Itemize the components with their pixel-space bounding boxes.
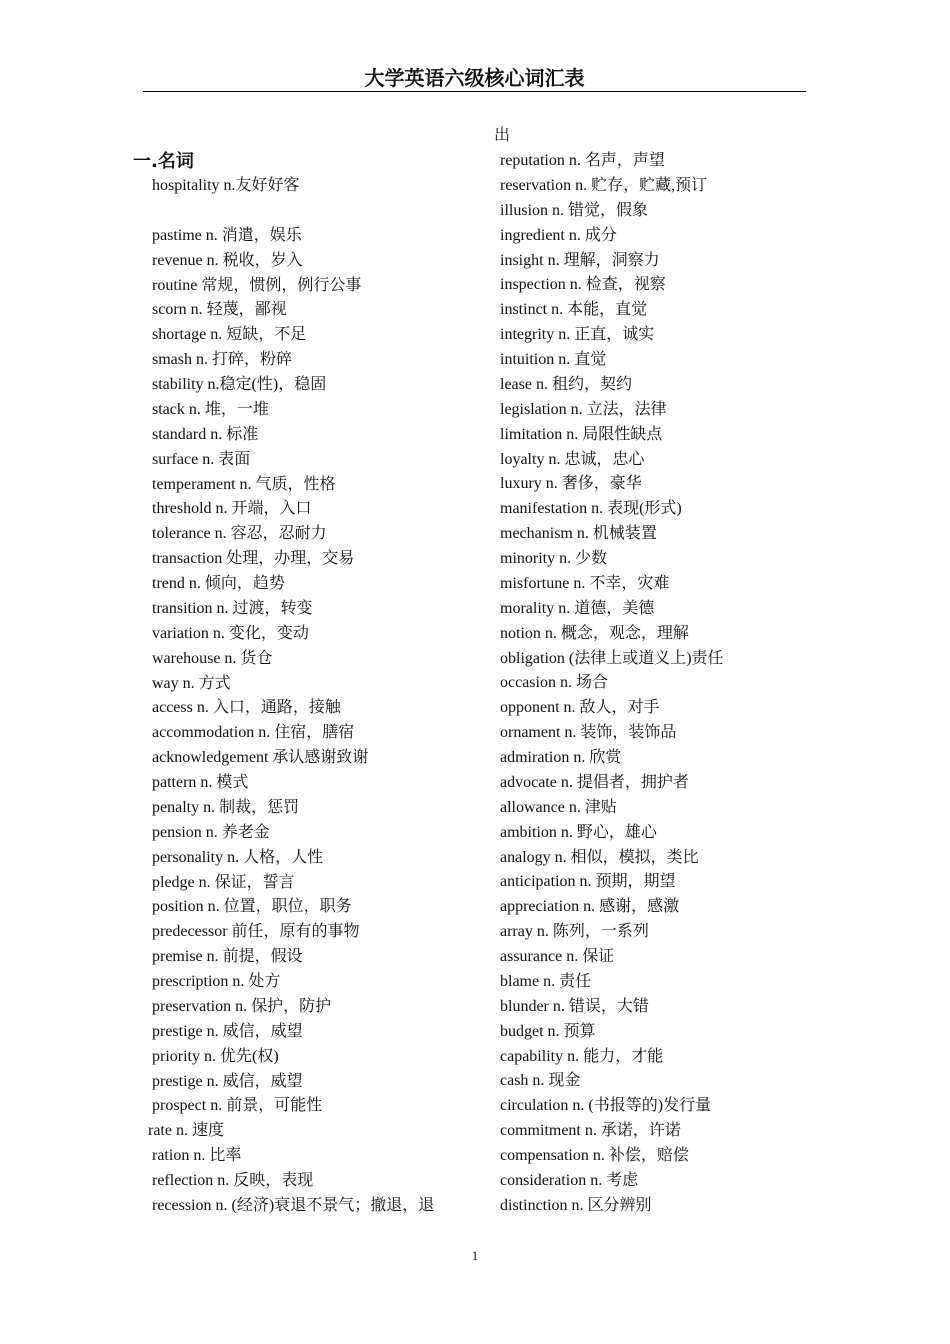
vocab-entry: ornament n. 装饰，装饰品 <box>500 724 677 742</box>
vocab-entry: prestige n. 威信，威望 <box>152 1022 303 1040</box>
vocab-entry: pastime n. 消遣，娱乐 <box>152 226 302 244</box>
vocab-entry: variation n. 变化，变动 <box>152 624 309 642</box>
vocab-entry: tolerance n. 容忍，忍耐力 <box>152 525 327 543</box>
vocab-entry: instinct n. 本能，直觉 <box>500 301 648 319</box>
title-underline <box>143 91 806 92</box>
vocab-entry: surface n. 表面 <box>152 450 251 468</box>
vocab-entry: illusion n. 错觉，假象 <box>500 201 649 219</box>
vocab-entry: reservation n. 贮存，贮藏,预订 <box>500 176 708 194</box>
vocab-entry: prestige n. 威信，威望 <box>152 1072 303 1090</box>
vocab-entry: inspection n. 检查，视察 <box>500 276 666 294</box>
vocab-entry: blunder n. 错误，大错 <box>500 997 649 1015</box>
vocab-entry: smash n. 打碎，粉碎 <box>152 351 293 369</box>
vocab-entry: routine 常规，惯例，例行公事 <box>152 276 362 294</box>
vocab-entry: advocate n. 提倡者，拥护者 <box>500 773 689 791</box>
vocab-entry: opponent n. 敌人，对手 <box>500 699 660 717</box>
vocab-entry: temperament n. 气质，性格 <box>152 475 336 493</box>
continued-fragment: 出 <box>494 127 511 144</box>
vocab-entry: appreciation n. 感谢，感激 <box>500 898 680 916</box>
vocab-entry: pattern n. 模式 <box>152 774 249 791</box>
vocab-entry: ration n. 比率 <box>152 1147 242 1165</box>
vocab-entry: priority n. 优先(权) <box>152 1047 279 1065</box>
vocab-entry: shortage n. 短缺，不足 <box>152 326 307 344</box>
vocab-entry: notion n. 概念，观念，理解 <box>500 624 689 642</box>
vocab-entry: position n. 位置，职位，职务 <box>152 898 352 916</box>
vocab-entry: standard n. 标准 <box>152 425 259 443</box>
vocab-entry: personality n. 人格，人性 <box>152 848 324 866</box>
vocab-entry: rate n. 速度 <box>148 1122 224 1140</box>
vocab-entry: hospitality n.友好好客 <box>152 177 300 194</box>
vocab-entry: predecessor 前任，原有的事物 <box>152 923 360 941</box>
right-vocabulary-column <box>500 149 724 1219</box>
vocab-entry: preservation n. 保护，防护 <box>152 997 332 1015</box>
vocab-entry <box>152 199 434 224</box>
vocab-entry: loyalty n. 忠诚，忠心 <box>500 450 645 468</box>
vocab-entry: legislation n. 立法，法律 <box>500 400 667 418</box>
vocab-entry: anticipation n. 预期，期望 <box>500 873 676 891</box>
vocab-entry: prescription n. 处方 <box>152 973 281 990</box>
vocab-entry: recession n. (经济)衰退不景气；撤退，退 <box>152 1196 435 1214</box>
vocab-entry: revenue n. 税收，岁入 <box>152 251 303 269</box>
vocab-entry: mechanism n. 机械装置 <box>500 525 657 543</box>
vocab-entry: transaction 处理，办理，交易 <box>152 550 355 568</box>
vocab-entry: morality n. 道德，美德 <box>500 599 655 617</box>
vocab-entry: circulation n. (书报等的)发行量 <box>500 1097 712 1115</box>
section-heading: 一.名词 <box>133 151 194 172</box>
vocab-entry: minority n. 少数 <box>500 550 608 567</box>
vocab-entry: scorn n. 轻蔑，鄙视 <box>152 301 287 319</box>
vocab-entry: reflection n. 反映，表现 <box>152 1172 314 1189</box>
vocab-entry: luxury n. 奢侈，豪华 <box>500 475 642 493</box>
vocab-entry: compensation n. 补偿，赔偿 <box>500 1147 689 1164</box>
vocab-entry: stack n. 堆，一堆 <box>152 400 269 418</box>
vocab-entry: commitment n. 承诺，许诺 <box>500 1122 681 1140</box>
vocab-entry: integrity n. 正直，诚实 <box>500 326 655 344</box>
vocab-entry: distinction n. 区分辨别 <box>500 1196 652 1214</box>
vocab-entry: admiration n. 欣赏 <box>500 749 622 766</box>
vocab-entry: insight n. 理解，洞察力 <box>500 251 660 269</box>
vocab-entry: prospect n. 前景，可能性 <box>152 1097 323 1115</box>
vocab-entry: occasion n. 场合 <box>500 674 608 692</box>
vocab-entry: threshold n. 开端，入口 <box>152 500 312 518</box>
vocab-entry: transition n. 过渡，转变 <box>152 599 313 617</box>
vocab-entry: premise n. 前提，假设 <box>152 948 303 966</box>
vocab-entry: capability n. 能力，才能 <box>500 1047 664 1065</box>
vocab-entry: pledge n. 保证，誓言 <box>152 873 295 891</box>
vocab-entry: blame n. 责任 <box>500 972 592 990</box>
vocab-entry: analogy n. 相似，模拟，类比 <box>500 848 699 866</box>
vocab-entry: warehouse n. 货仓 <box>152 649 273 667</box>
vocab-entry: intuition n. 直觉 <box>500 351 607 368</box>
left-vocabulary-column <box>148 174 435 1219</box>
page-title: 大学英语六级核心词汇表 <box>364 66 585 90</box>
vocab-entry: penalty n. 制裁，惩罚 <box>152 798 300 816</box>
vocab-entry: acknowledgement 承认感谢致谢 <box>152 749 369 767</box>
vocab-entry: access n. 入口，通路，接触 <box>152 699 341 717</box>
vocab-entry: way n. 方式 <box>152 674 231 692</box>
vocab-entry: reputation n. 名声，声望 <box>500 152 665 169</box>
vocab-entry: cash n. 现金 <box>500 1072 581 1090</box>
vocab-entry: obligation (法律上或道义上)责任 <box>500 649 724 667</box>
vocab-entry: trend n. 倾向，趋势 <box>152 575 285 592</box>
vocab-entry: assurance n. 保证 <box>500 948 615 965</box>
vocab-entry: ingredient n. 成分 <box>500 226 617 244</box>
vocab-entry: ambition n. 野心，雄心 <box>500 823 657 841</box>
vocab-entry: manifestation n. 表现(形式) <box>500 500 682 518</box>
vocab-entry: allowance n. 津贴 <box>500 798 617 816</box>
vocab-entry: pension n. 养老金 <box>152 823 270 841</box>
vocab-entry: stability n.稳定(性)，稳固 <box>152 376 327 393</box>
vocab-entry: misfortune n. 不幸，灾难 <box>500 574 670 592</box>
vocab-entry: array n. 陈列，一系列 <box>500 923 649 941</box>
vocab-entry: budget n. 预算 <box>500 1022 596 1040</box>
vocab-entry: accommodation n. 住宿，膳宿 <box>152 724 355 742</box>
vocab-entry: lease n. 租约，契约 <box>500 375 632 393</box>
vocab-entry: limitation n. 局限性缺点 <box>500 425 663 443</box>
page-number: 1 <box>471 1248 479 1263</box>
vocab-entry: consideration n. 考虑 <box>500 1171 639 1189</box>
